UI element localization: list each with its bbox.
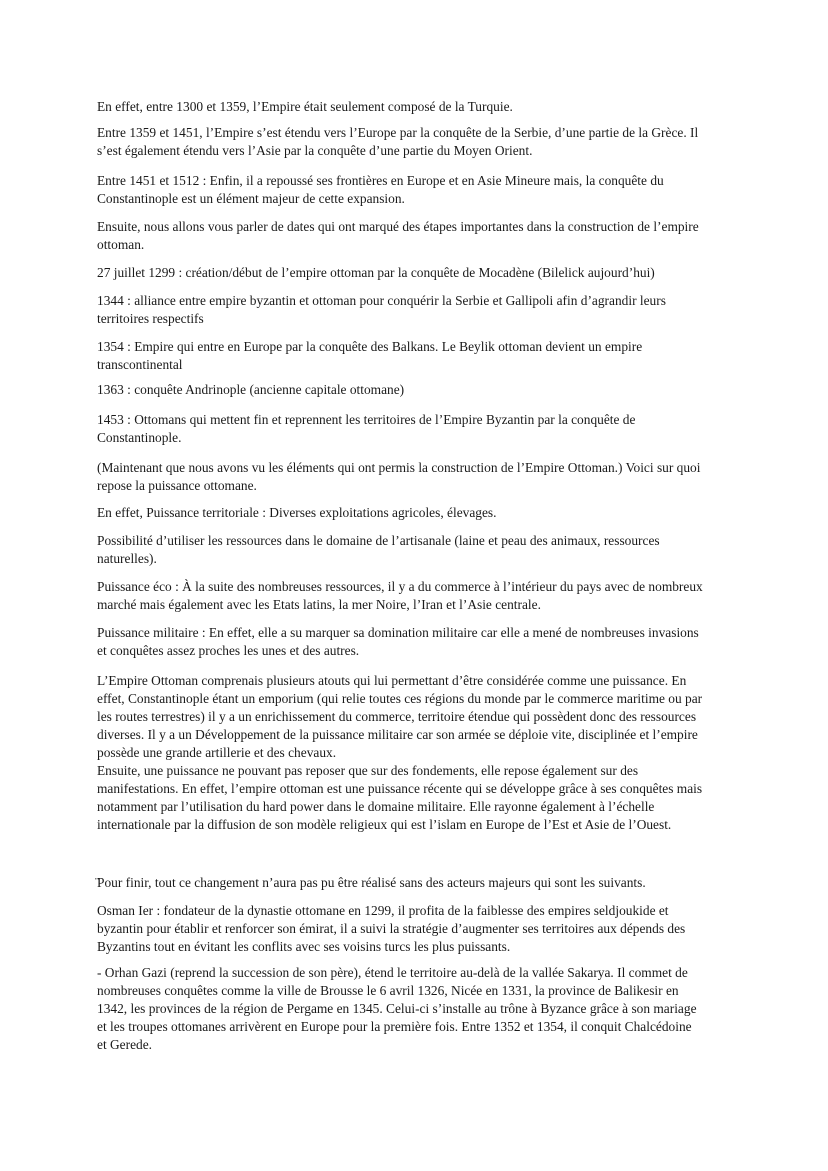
paragraph	[97, 381, 737, 399]
paragraph	[97, 218, 737, 254]
text-line: effet, Constantinople étant un emporium (qui relie toutes ces régions du monde par le commerce maritime ou par	[97, 691, 703, 706]
text-line: Entre 1451 et 1512 : Enfin, il a repoussé ses frontières en Europe et en Asie Mineure mais, la conquête du	[97, 173, 664, 188]
text-line: et Gerede.	[97, 1037, 153, 1052]
text-line: possède une grande artillerie et des chevaux.	[97, 745, 337, 760]
text-line: 1354 : Empire qui entre en Europe par la conquête des Balkans. Le Beylik ottoman devient un empire	[97, 339, 643, 354]
text-line: Puissance militaire : En effet, elle a su marquer sa domination militaire car elle a mené de nombreuses invasions	[97, 625, 699, 640]
text-line: Entre 1359 et 1451, l’Empire s’est étendu vers l’Europe par la conquête de la Serbie, d’une partie de la Grèce. Il	[97, 125, 699, 140]
text-line: territoires respectifs	[97, 311, 204, 326]
paragraph	[97, 172, 737, 208]
text-line: 1344 : alliance entre empire byzantin et ottoman pour conquérir la Serbie et Gallipoli afin d’agrandir leurs	[97, 293, 666, 308]
text-line: nombreuses conquêtes comme la ville de Brousse le 6 avril 1326, Nicée en 1331, la province de Balikesir en	[97, 983, 679, 998]
paragraph	[97, 264, 737, 282]
paragraph	[97, 874, 737, 892]
paragraph	[97, 292, 737, 328]
text-line: byzantin pour établir et renforcer son émirat, il a suivi la stratégie d’augmenter ses territoires aux dépends des	[97, 921, 686, 936]
text-line: - Orhan Gazi (reprend la succession de son père), étend le territoire au-delà de la vallée Sakarya. Il commet de	[97, 965, 688, 980]
text-line: Ensuite, nous allons vous parler de dates qui ont marqué des étapes importantes dans la construction de l’empire	[97, 219, 699, 234]
text-line: 27 juillet 1299 : création/début de l’empire ottoman par la conquête de Mocadène (Bilelick aujourd’hui)	[97, 265, 655, 280]
paragraph	[97, 98, 737, 116]
text-line: Byzantins tout en évitant les conflits avec ses voisins turcs les plus puissants.	[97, 939, 511, 954]
text-line: repose la puissance ottomane.	[97, 478, 257, 493]
text-line: 1363 : conquête Andrinople (ancienne capitale ottomane)	[97, 382, 405, 397]
text-line: naturelles).	[97, 551, 157, 566]
text-line: internationale par la diffusion de son modèle religieux qui est l’islam en Europe de l’Est et Asie de l’Ouest.	[97, 817, 672, 832]
text-line: Possibilité d’utiliser les ressources dans le domaine de l’artisanale (laine et peau des animaux, ressources	[97, 533, 660, 548]
paragraph	[97, 124, 737, 160]
text-line: et conquêtes assez proches les unes et des autres.	[97, 643, 360, 658]
paragraph	[97, 624, 737, 660]
paragraph	[97, 964, 737, 1054]
paragraph	[97, 532, 737, 568]
paragraph	[97, 902, 737, 956]
paragraph	[97, 411, 737, 447]
paragraph	[97, 504, 737, 522]
text-line: (Maintenant que nous avons vu les éléments qui ont permis la construction de l’Empire Ottoman.) Voici sur quoi	[97, 460, 701, 475]
text-line: Puissance éco : À la suite des nombreuses ressources, il y a du commerce à l’intérieur du pays avec de nombreux	[97, 579, 703, 594]
paragraph	[97, 338, 737, 374]
text-line: Osman Ier : fondateur de la dynastie ottomane en 1299, il profita de la faiblesse des empires seldjoukide et	[97, 903, 669, 918]
text-line: marché mais également avec les Etats latins, la mer Noire, l’Iran et l’Asie centrale.	[97, 597, 541, 612]
text-line: L’Empire Ottoman comprenais plusieurs atouts qui lui permettant d’être considérée comme une puissance. En	[97, 673, 687, 688]
text-line: En effet, entre 1300 et 1359, l’Empire était seulement composé de la Turquie.	[97, 99, 513, 114]
text-line: manifestations. En effet, l’empire ottoman est une puissance récente qui se développe grâce à ses conquêtes mais	[97, 781, 703, 796]
text-line: notamment par l’utilisation du hard power dans le domaine militaire. Elle rayonne également à l’échelle	[97, 799, 655, 814]
paragraph	[97, 672, 737, 762]
text-line: ̈Pour finir, tout ce changement n’aura pas pu être réalisé sans des acteurs majeurs qui sont les suivants.	[97, 875, 646, 890]
text-line: 1342, les provinces de la région de Pergame en 1345. Celui-ci s’installe au trône à Byzance grâce à son mariage	[97, 1001, 697, 1016]
text-line: s’est également étendu vers l’Asie par la conquête d’une partie du Moyen Orient.	[97, 143, 533, 158]
paragraph	[97, 762, 737, 834]
text-line: transcontinental	[97, 357, 183, 372]
text-line: Constantinople.	[97, 430, 182, 445]
text-line: 1453 : Ottomans qui mettent fin et reprennent les territoires de l’Empire Byzantin par la conquête de	[97, 412, 636, 427]
text-line: les routes terrestres) il y a un enrichissement du commerce, territoire étendue qui possèdent donc des ressources	[97, 709, 697, 724]
paragraph	[97, 459, 737, 495]
text-line: Ensuite, une puissance ne pouvant pas reposer que sur des fondements, elle repose également sur des	[97, 763, 639, 778]
text-line: Constantinople est un élément majeur de cette expansion.	[97, 191, 405, 206]
paragraph	[97, 578, 737, 614]
text-line: et les troupes ottomanes arrivèrent en Europe pour la première fois. Entre 1352 et 1354, il conquit Chalcédoine	[97, 1019, 692, 1034]
text-line: En effet, Puissance territoriale : Diverses exploitations agricoles, élevages.	[97, 505, 497, 520]
text-line: diverses. Il y a un Développement de la puissance militaire car son armée se déploie vite, disciplinée et l’empire	[97, 727, 698, 742]
text-line: ottoman.	[97, 237, 145, 252]
